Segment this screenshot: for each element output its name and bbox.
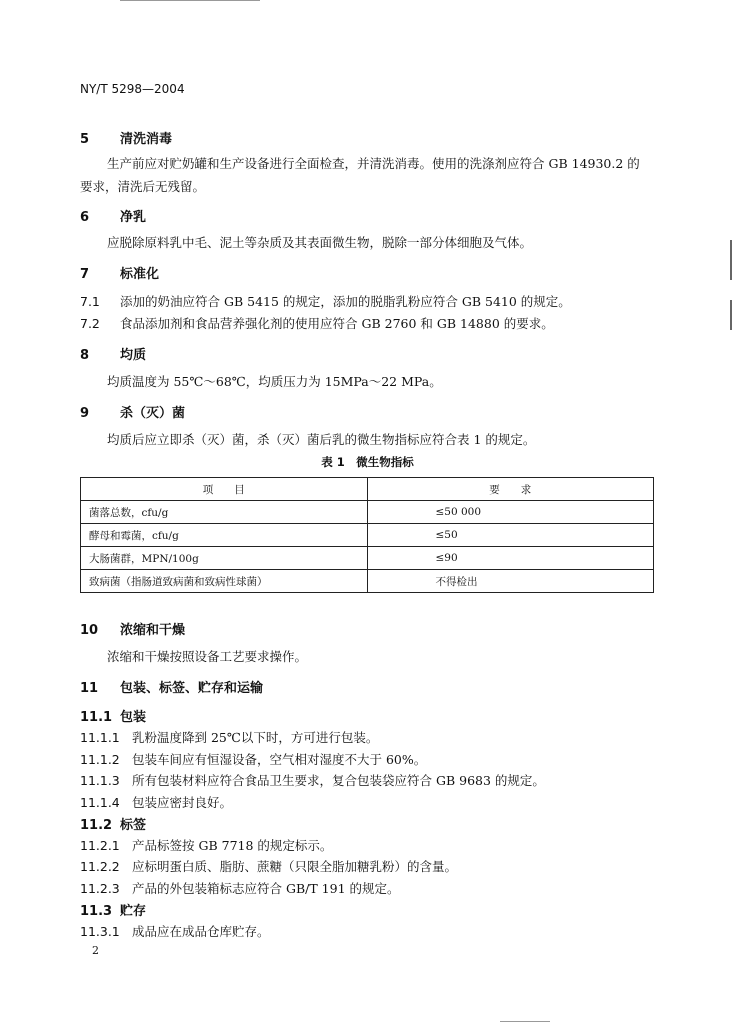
paragraph: 要求，清洗后无残留。 <box>80 179 206 194</box>
page-number: 2 <box>92 944 99 957</box>
paragraph: 均质温度为 55℃～68℃，均质压力为 15MPa～22 MPa。 <box>107 374 442 389</box>
section-title: 净乳 <box>120 210 147 225</box>
section-heading <box>80 263 159 282</box>
clause-item <box>80 771 545 789</box>
section-title: 包装、标签、贮存和运输 <box>120 681 264 696</box>
section-heading <box>80 206 146 225</box>
section-number: 6 <box>80 210 90 225</box>
section-title: 标准化 <box>120 267 160 282</box>
table-row <box>81 501 654 524</box>
section-title: 浓缩和干燥 <box>120 623 186 638</box>
section-number: 8 <box>80 348 90 363</box>
clause-text: 乳粉温度降到 25℃以下时，方可进行包装。 <box>132 730 379 745</box>
section-title: 杀（灭）菌 <box>120 406 186 421</box>
scan-edge-mark <box>730 300 732 330</box>
section-heading <box>80 344 146 363</box>
table-cell: ≤90 <box>367 547 654 570</box>
clause-text: 食品添加剂和食品营养强化剂的使用应符合 GB 2760 和 GB 14880 的要求。 <box>120 316 554 331</box>
section-number: 7 <box>80 267 90 282</box>
clause-number: 11.2.3 <box>80 881 120 896</box>
clause-text: 添加的奶油应符合 GB 5415 的规定，添加的脱脂乳粉应符合 GB 5410 的规定。 <box>120 294 571 309</box>
subsection-number: 11.1 <box>80 710 113 725</box>
subsection-title: 贮存 <box>120 904 147 919</box>
paragraph: 浓缩和干燥按照设备工艺要求操作。 <box>107 649 308 664</box>
clause-item <box>80 836 332 854</box>
clause-text: 成品应在成品仓库贮存。 <box>132 924 270 939</box>
table-cell: 酵母和霉菌，cfu/g <box>81 524 368 547</box>
subsection-title: 包装 <box>120 710 147 725</box>
clause-number: 11.2.2 <box>80 859 120 874</box>
clause-text: 产品的外包装箱标志应符合 GB/T 191 的规定。 <box>132 881 400 896</box>
clause-text: 所有包装材料应符合食品卫生要求，复合包装袋应符合 GB 9683 的规定。 <box>132 773 545 788</box>
section-heading <box>80 128 172 147</box>
subsection-title: 标签 <box>120 818 147 833</box>
table-header-cell: 要 求 <box>367 478 654 501</box>
subsection-heading <box>80 900 146 919</box>
section-heading <box>80 677 263 696</box>
scan-edge-line-bottom <box>500 1021 550 1022</box>
clause-text: 包装车间应有恒湿设备，空气相对湿度不大于 60%。 <box>132 752 427 767</box>
clause-item <box>80 750 426 768</box>
section-heading <box>80 619 185 638</box>
table-cell: ≤50 <box>367 524 654 547</box>
paragraph: 应脱除原料乳中毛、泥土等杂质及其表面微生物，脱除一部分体细胞及气体。 <box>107 235 533 250</box>
section-number: 10 <box>80 623 99 638</box>
clause-text: 应标明蛋白质、脂肪、蔗糖（只限全脂加糖乳粉）的含量。 <box>132 859 458 874</box>
clause-number: 11.1.1 <box>80 730 120 745</box>
clause-item <box>80 314 554 332</box>
section-number: 11 <box>80 681 99 696</box>
clause-number: 7.2 <box>80 316 100 331</box>
scan-edge-line-top <box>120 0 260 1</box>
section-number: 9 <box>80 406 90 421</box>
section-title: 清洗消毒 <box>120 132 173 147</box>
table-cell: 致病菌（指肠道致病菌和致病性球菌） <box>81 570 368 593</box>
table-header-row <box>81 478 654 501</box>
clause-number: 7.1 <box>80 294 100 309</box>
section-title: 均质 <box>120 348 147 363</box>
paragraph: 生产前应对贮奶罐和生产设备进行全面检查，并清洗消毒。使用的洗涤剂应符合 GB 14930.2 的 <box>107 156 640 171</box>
section-heading <box>80 402 185 421</box>
table-cell: ≤50 000 <box>367 501 654 524</box>
paragraph: 均质后应立即杀（灭）菌，杀（灭）菌后乳的微生物指标应符合表 1 的规定。 <box>107 432 536 447</box>
table-row <box>81 547 654 570</box>
clause-number: 11.1.2 <box>80 752 120 767</box>
table-cell: 大肠菌群，MPN/100g <box>81 547 368 570</box>
subsection-number: 11.2 <box>80 818 113 833</box>
clause-text: 包装应密封良好。 <box>132 795 233 810</box>
table-cell: 菌落总数，cfu/g <box>81 501 368 524</box>
table-header-cell: 项 目 <box>81 478 368 501</box>
table-row <box>81 570 654 593</box>
subsection-heading <box>80 814 146 833</box>
clause-item <box>80 292 571 310</box>
clause-text: 产品标签按 GB 7718 的规定标示。 <box>132 838 333 853</box>
clause-number: 11.1.4 <box>80 795 120 810</box>
clause-item <box>80 793 232 811</box>
subsection-number: 11.3 <box>80 904 113 919</box>
clause-item <box>80 922 270 940</box>
subsection-heading <box>80 706 146 725</box>
clause-item <box>80 728 378 746</box>
standard-number: NY/T 5298—2004 <box>80 82 185 96</box>
clause-number: 11.3.1 <box>80 924 120 939</box>
table-cell: 不得检出 <box>367 570 654 593</box>
table-caption: 表 1 微生物指标 <box>321 455 414 469</box>
microbial-index-table <box>80 477 654 593</box>
clause-number: 11.1.3 <box>80 773 120 788</box>
table-row <box>81 524 654 547</box>
clause-item <box>80 879 400 897</box>
scan-edge-mark <box>730 240 732 280</box>
section-number: 5 <box>80 132 90 147</box>
clause-number: 11.2.1 <box>80 838 120 853</box>
clause-item <box>80 857 457 875</box>
